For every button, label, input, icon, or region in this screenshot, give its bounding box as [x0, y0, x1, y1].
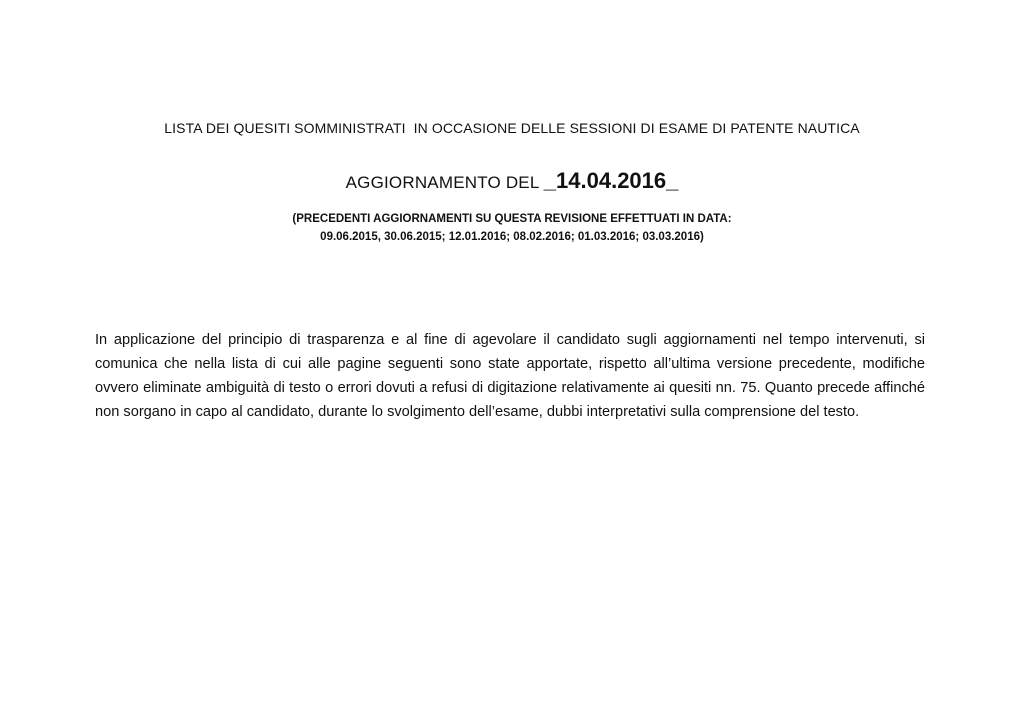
previous-updates — [0, 210, 1024, 246]
update-date: _14.04.2016_ — [543, 168, 679, 193]
update-heading — [0, 168, 1024, 194]
previous-updates-line-1: (PRECEDENTI AGGIORNAMENTI SU QUESTA REVISIONE EFFETTUATI IN DATA: — [292, 213, 732, 225]
body-paragraph: In applicazione del principio di trasparenza e al fine di agevolare il candidato sugli aggiornamenti nel tempo intervenuti, si comunica che nella lista di cui alle pagine seguenti sono state apportate, rispetto all’ultima versione precedente, modifiche ovvero eliminate ambiguità di testo o errori dovuti a refusi di digitazione relativamente ai quesiti nn. 75. Quanto precede affinché non sorgano in capo al candidato, durante lo svolgimento dell’esame, dubbi interpretativi sulla comprensione del testo. — [95, 331, 925, 420]
update-label: AGGIORNAMENTO DEL — [345, 173, 544, 192]
document-title: LISTA DEI QUESITI SOMMINISTRATI IN OCCASIONE DELLE SESSIONI DI ESAME DI PATENTE NAUTICA — [164, 120, 860, 136]
previous-updates-line-2: 09.06.2015, 30.06.2015; 12.01.2016; 08.02.2016; 01.03.2016; 03.03.2016) — [320, 231, 704, 243]
